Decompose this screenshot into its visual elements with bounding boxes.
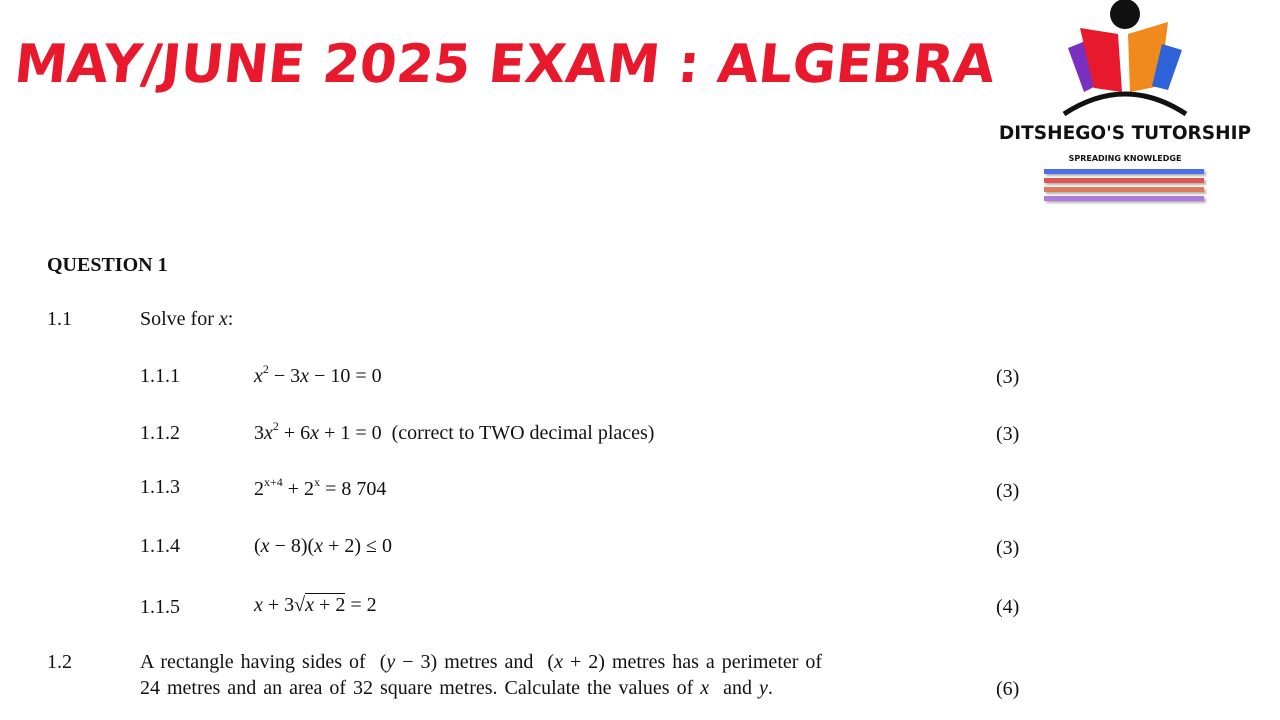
- item-number: 1.1.2: [140, 422, 180, 444]
- marks: (4): [996, 596, 1020, 618]
- brand-tagline: SPREADING KNOWLEDGE: [1068, 154, 1182, 163]
- equation: $x^2 - 3x - 10 = 0$: [254, 362, 382, 387]
- marks: (6): [996, 678, 1020, 700]
- question-prompt: Solve for x:: [140, 308, 234, 330]
- stripe-1: [1044, 169, 1204, 174]
- page-title: MAY/JUNE 2025 EXAM : ALGEBRA: [11, 34, 998, 95]
- decorative-stripes: [1044, 169, 1206, 205]
- item-number: 1.1.5: [140, 596, 180, 618]
- equation: (x − 8)(x + 2) ≤ 0: [254, 535, 392, 557]
- marks: (3): [996, 480, 1020, 502]
- stripe-4: [1044, 196, 1204, 201]
- question-heading: QUESTION 1: [47, 254, 168, 276]
- brand-logo: [990, 0, 1260, 215]
- equation: $3x^2 + 6x + 1 = 0$ (correct to TWO decimal places): [254, 419, 655, 444]
- marks: (3): [996, 423, 1020, 445]
- stripe-2: [1044, 178, 1204, 183]
- equation: $2^{x+4} + 2^x = 8$ 704: [254, 475, 387, 500]
- equation: x + 3√x + 2 = 2: [254, 594, 377, 616]
- marks: (3): [996, 537, 1020, 559]
- question-paragraph-line-1: A rectangle having sides of (y − 3) metres and (x + 2) metres has a perimeter of: [140, 651, 823, 673]
- item-number: 1.2: [47, 651, 72, 673]
- marks: (3): [996, 366, 1020, 388]
- item-number: 1.1.1: [140, 365, 180, 387]
- stripe-3: [1044, 187, 1204, 192]
- book-reader-logo-icon: [1050, 0, 1200, 118]
- item-number: 1.1.3: [140, 476, 180, 498]
- item-number: 1.1: [47, 308, 72, 330]
- question-paragraph-line-2: 24 metres and an area of 32 square metres. Calculate the values of x and y.: [140, 677, 773, 699]
- item-number: 1.1.4: [140, 535, 180, 557]
- brand-name: DITSHEGO'S TUTORSHIP: [998, 123, 1252, 144]
